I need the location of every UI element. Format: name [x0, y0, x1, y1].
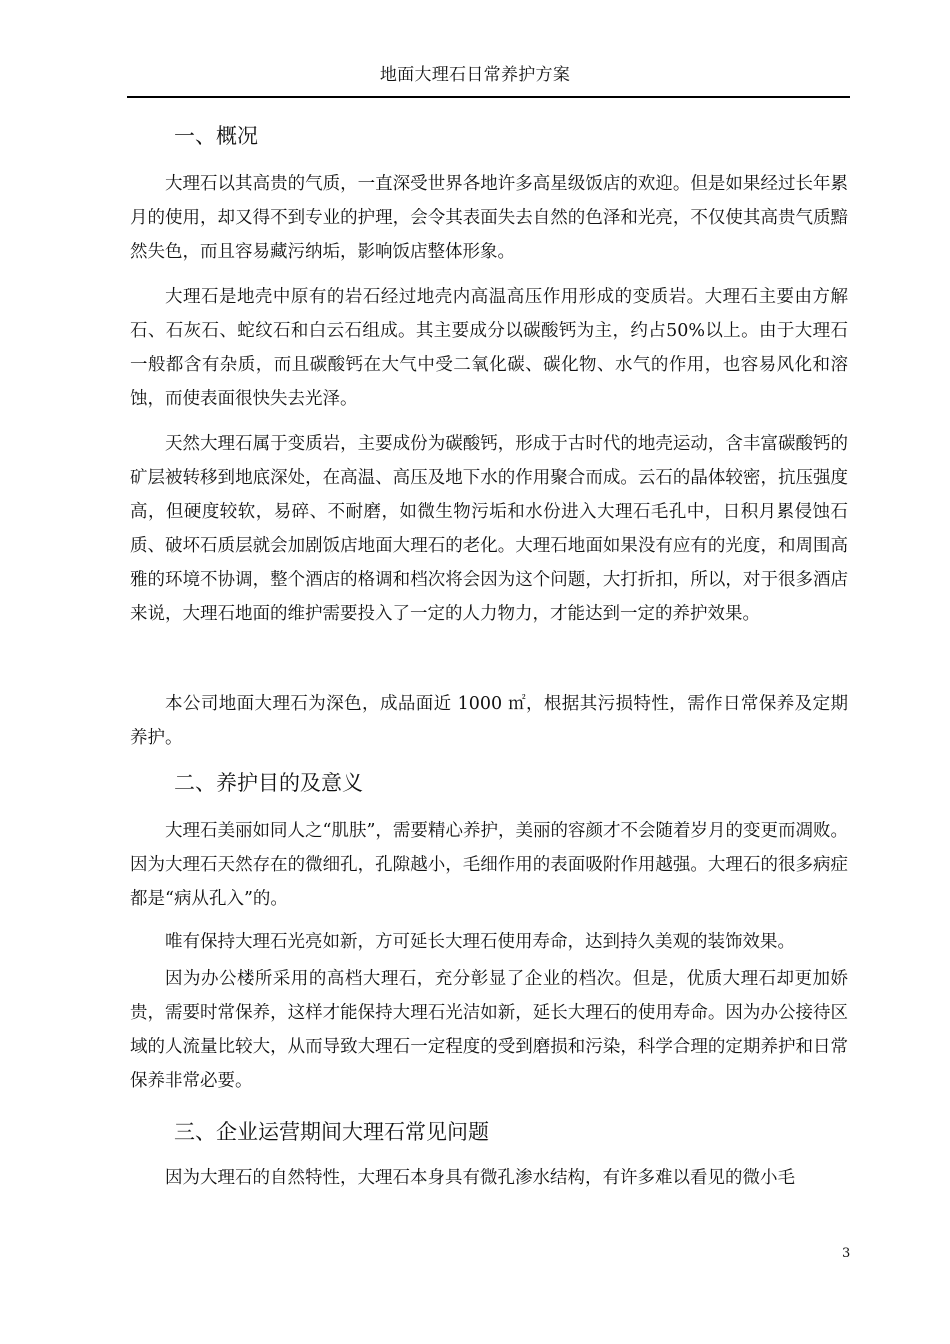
paragraph: 因为办公楼所采用的高档大理石，充分彰显了企业的档次。但是，优质大理石却更加娇贵，需要时常保养，这样才能保持大理石光洁如新，延长大理石的使用寿命。因为办公接待区域的人流量比较大，从而导致大理石一定程度的受到磨损和污染，科学合理的定期养护和日常保养非常必要。 — [130, 969, 848, 1091]
paragraph: 大理石以其高贵的气质，一直深受世界各地许多高星级饭店的欢迎。但是如果经过长年累月的使用，却又得不到专业的护理，会令其表面失去自然的色泽和光亮，不仅使其高贵气质黯然失色，而且容易藏污纳垢，影响饭店整体形象。 — [130, 174, 848, 262]
section-heading: 三、企业运营期间大理石常见问题 — [174, 1120, 489, 1144]
paragraph: 唯有保持大理石光亮如新，方可延长大理石使用寿命，达到持久美观的装饰效果。 — [165, 932, 795, 952]
paragraph: 因为大理石的自然特性，大理石本身具有微孔渗水结构，有许多难以看见的微小毛 — [165, 1168, 795, 1188]
section-heading: 二、养护目的及意义 — [174, 771, 363, 795]
paragraph: 天然大理石属于变质岩，主要成份为碳酸钙，形成于古时代的地壳运动，含丰富碳酸钙的矿层被转移到地底深处，在高温、高压及地下水的作用聚合而成。云石的晶体较密，抗压强度高，但硬度较软，易碎、不耐磨，如微生物污垢和水份进入大理石毛孔中，日积月累侵蚀石质、破坏石质层就会加剧饭店地面大理石的老化。大理石地面如果没有应有的光度，和周围高雅的环境不协调，整个酒店的格调和档次将会因为这个问题，大打折扣，所以，对于很多酒店来说，大理石地面的维护需要投入了一定的人力物力，才能达到一定的养护效果。 — [130, 434, 848, 624]
page-header-title: 地面大理石日常养护方案 — [379, 65, 571, 85]
paragraph: 大理石美丽如同人之“肌肤”，需要精心养护，美丽的容颜才不会随着岁月的变更而凋败。因为大理石天然存在的微细孔，孔隙越小，毛细作用的表面吸附作用越强。大理石的很多病症都是“病从孔入”的。 — [130, 821, 848, 909]
section-heading: 一、概况 — [174, 124, 258, 148]
page-number: 3 — [842, 1246, 851, 1261]
paragraph: 大理石是地壳中原有的岩石经过地壳内高温高压作用形成的变质岩。大理石主要由方解石、石灰石、蛇纹石和白云石组成。其主要成分以碳酸钙为主，约占50%以上。由于大理石一般都含有杂质，而且碳酸钙在大气中受二氧化碳、碳化物、水气的作用，也容易风化和溶蚀，而使表面很快失去光泽。 — [130, 287, 848, 409]
paragraph: 本公司地面大理石为深色，成品面近 1000 ㎡，根据其污损特性，需作日常保养及定期养护。 — [130, 694, 848, 748]
header-divider — [127, 96, 850, 98]
